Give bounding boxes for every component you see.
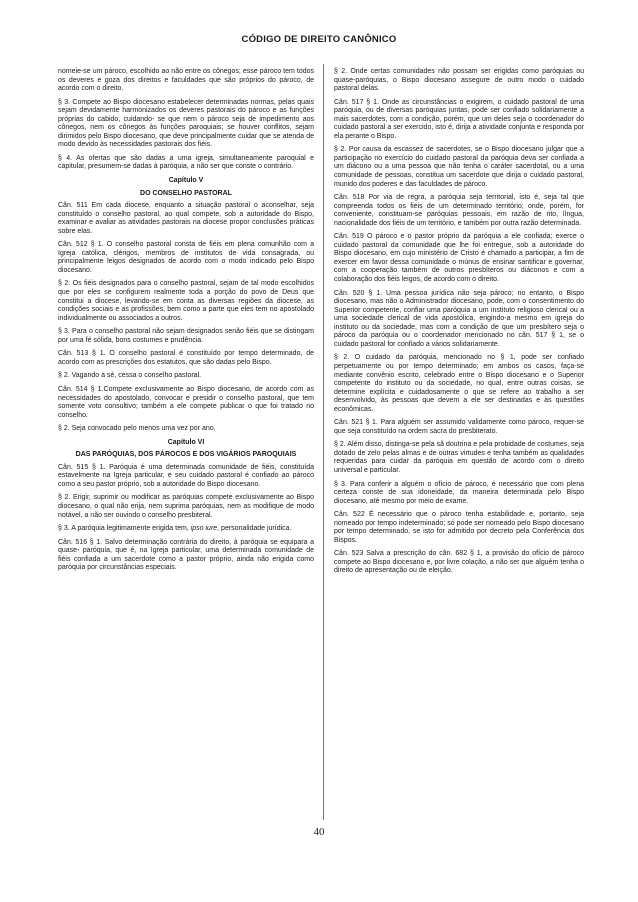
paragraph: § 2. Seja convocado pelo menos uma vez por ano. (58, 425, 216, 433)
paragraph: Cân. 516 § 1. Salvo determinação contrária do direito, à paróquia se equipara a quase- paróquia, que é, na Igreja particular, uma determinada comunidade de fiéis confiada a um sacerdote como a pastor próprio, ainda não erigida como paróquia por circunstâncias especiais. (58, 538, 314, 572)
paragraph: Cân. 522 É necessário que o pároco tenha estabilidade e, portanto, seja nomeado por tempo indeterminado; só pode ser nomeado pelo Bispo diocesano por tempo determinado, se isto for admitido por decreto pela Conferência dos Bispos. (334, 511, 584, 544)
paragraph (58, 525, 314, 534)
paragraph: nomeie-se um pároco, escolhido ao não entre os cônegos; esse pároco tem todos os deveres e goza dos direitos e faculdades que são próprios do pároco, de acordo com o direito. (58, 68, 314, 93)
paragraph: § 2. Além disso, distinga-se pela sã doutrina e pela probidade de costumes, seja dotado de zelo pelas almas e de outras virtudes e tenha também as qualidades requeridas para cuidar da paróquia em questão de acordo com o direito universal e particular. (334, 441, 584, 474)
paragraph: § 3. Para conferir a alguém o ofício de pároco, é necessário que com plena certeza conste de sua idoneidade, da maneira determinada pelo Bispo diocesano, até mesmo por meio de exame. (334, 480, 584, 505)
paragraph: § 2. O cuidado da paróquia, mencionado no § 1, pode ser confiado perpetuamente ou por tempo determinado; em ambos os casos, faça-se mediante convênio escrito, celebrado entre o Bispo diocesano e o Superior competente do instituto ou da sociedade, no qual, entre outras coisas, se determine explícita e cuidadosamente o que se refere ao trabalho a ser desenvolvido, às pessoas que devem a ele ser destinadas e às questões econômicas. (334, 354, 584, 413)
latin-term: ipso iure (190, 525, 218, 533)
paragraph: Cân. 515 § 1. Paróquia é uma determinada comunidade de fiéis, constituída estavelmente na Igreja particular, e seu cuidado pastoral é confiado ao pároco como a seu pastor próprio, sob a autoridade do Bispo diocesano. (58, 463, 314, 488)
section-heading: Capítulo VI (167, 438, 205, 446)
paragraph: § 3. Para o conselho pastoral não sejam designados senão fiéis que se distingam por uma fé sólida, bons costumes e prudência. (58, 328, 314, 344)
right-text-column (334, 68, 584, 581)
paragraph: Cân. 518 Por via de regra, a paróquia seja territorial, isto é, seja tal que compreenda todos os fiéis de um determinado território; onde, porém, for conveniente, constituam-se paróquias pessoais, em razão de rito, língua, nacionalidade dos fiéis de um território, e também por outra razão determinada. (334, 194, 584, 227)
paragraph: Cân. 511 Em cada diocese, enquanto a situação pastoral o aconselhar, seja constituído o conselho pastoral, ao qual compete, sob a autoridade do Bispo, examinar e avaliar as atividades pastorais na diocese propor conclusões práticas sobre elas. (58, 202, 314, 235)
paragraph: § 2. Por causa da escassez de sacerdotes, se o Bispo diocesano julgar que a participação no exercício do cuidado pastoral da paróquia deva ser confiada a um diácono ou a uma pessoa que não tenha o caráter sacerdotal, ou a uma comunidade de pessoas, constitua um sacerdote que dirija o cuidado pastoral, munido dos poderes e das faculdades de pároco. (334, 146, 584, 188)
page-header-title: CÓDIGO DE DIREITO CANÔNICO (241, 34, 397, 45)
section-heading: Capítulo V (168, 177, 204, 185)
left-text-column (58, 68, 314, 578)
paragraph: § 2. Vagando a sé, cessa o conselho pastoral. (58, 372, 202, 380)
paragraph: Cân. 521 § 1. Para alguém ser assumido validamente como pároco, requer-se que seja constituído na ordem sacra do presbiterato. (334, 419, 584, 435)
column-divider (323, 64, 324, 820)
section-heading: DO CONSELHO PASTORAL (140, 189, 232, 197)
paragraph: Cân. 519 O pároco e o pastor próprio da paróquia a ele confiada; exerce o cuidado pastoral da comunidade que lhe foi entregue, sob a autoridade do Bispo diocesano, em cujo ministério de Cristo é chamado a participar, a fim de exercer em favor dessa comunidade o múnus de ensinar santificar e governar, com a cooperação também de outros presbíteros ou diáconos e com a colaboração dos fiéis leigos, de acordo com o direito. (334, 233, 584, 284)
paragraph: Cân. 514 § 1.Compete exclusivamente ao Bispo diocesano, de acordo com as necessidades do apostolado, convocar e presidir o conselho pastoral, que tem somente voto consultivo; também a ele compete publicar o que foi tratado no conselho. (58, 385, 314, 419)
paragraph: § 2. Os fiéis designados para o conselho pastoral, sejam de tal modo escolhidos que por eles se configurem realmente toda a porção do povo de Deus que constitui a diocese, levando-se em conta as diversas regiões da diocese, as condições sociais e as profissões, bem como a parte que eles tem no apostolado individualmente ou associados a outros. (58, 280, 314, 322)
paragraph: Cân. 512 § 1. O conselho pastoral consta de fiéis em plena comunhão com a Igreja católica, clérigos, membros de institutos de vida consagrada, ou principalmente leigos designados de acordo com o modo indicado pelo Bispo diocesano. (58, 241, 314, 274)
page-number: 40 (313, 826, 325, 838)
paragraph: Cân. 520 § 1. Uma pessoa jurídica não seja pároco; no entanto, o Bispo diocesano, mas não o Administrador diocesano, pode, com o consentimento do Superior competente, confiar uma paróquia a um instituto religioso clerical ou a uma sociedade clerical de vida apostólica, erigindo-a mesmo em igreja do instituto ou da sociedade, mas com a condição de que um presbítero seja o pároco da paróquia ou o coordenador mencionado no cân. 517 § 1, se o cuidado pastoral for confiado a vários solidariamente. (334, 289, 584, 348)
paragraph: § 4. As ofertas que são dadas a uma igreja, simultaneamente paroquial e capitular, presumem-se dadas à paróquia, a não ser que conste o contrário. (58, 154, 314, 171)
paragraph-text: § 3. A paróquia legitimamente erigida tem, (58, 525, 191, 533)
paragraph-text: , personalidade jurídica. (217, 525, 292, 533)
paragraph: Cân. 517 § 1. Onde as circunstâncias o exigirem, o cuidado pastoral de uma paróquia, ou de diversas paróquias juntas, pode ser confiado solidariamente a mais sacerdotes, com a condição, porém, que um deles seja o coordenador do cuidado pastoral a ser exercido, isto é, dirija a atividade conjunta e responda por ela perante o Bispo. (334, 98, 584, 140)
paragraph: Cân. 523 Salva a prescrição do cân. 682 § 1, a provisão do ofício de pároco compete ao Bispo diocesano e, por livre colação, a não ser que alguém tenha o direito de apresentação ou de eleição. (334, 550, 584, 575)
section-heading: DAS PARÓQUIAS, DOS PÁROCOS E DOS VIGÁRIOS PAROQUIAIS (75, 451, 297, 459)
paragraph: § 3. Compete ao Bispo diocesano estabelecer determinadas normas, pelas quais sejam devidamente harmonizados os deveres pastorais do pároco e as funções próprias do cabido, cuidando- se que nem o pároco seja de impedimento aos cônegos, nem os cônegos às funções paroquiais; se houver conflitos, sejam dirimidos pelo Bispo diocesano, que deve principalmente cuidar que se atenda de modo devido às necessidades pastorais dos fiéis. (58, 98, 314, 149)
paragraph: Cân. 513 § 1. O conselho pastoral é constituído por tempo determinado, de acordo com as prescrições dos estatutos, que são dadas pelo Bispo. (58, 350, 314, 366)
paragraph: § 2. Erigir, suprimir ou modificar as paróquias compete exclusivamente ao Bispo diocesano, o qual não erija, nem suprima paróquias, nem as modifique de modo notável, a não ser ouvindo o conselho presbiteral. (58, 494, 314, 519)
paragraph: § 2. Onde certas comunidades não possam ser erigidas como paróquias ou quase-paróquias, o Bispo diocesano assegure de outro modo o cuidado pastoral delas. (334, 68, 584, 93)
